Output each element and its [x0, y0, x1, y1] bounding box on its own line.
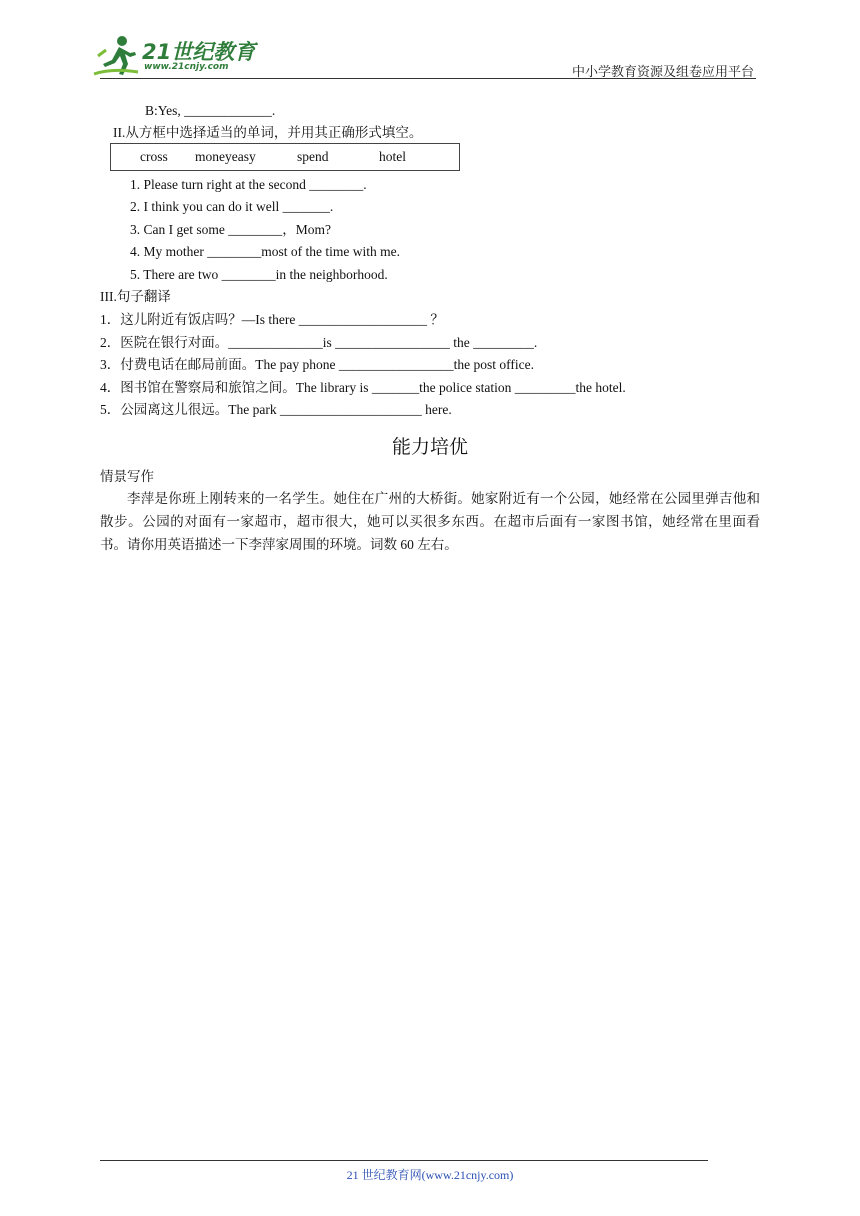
logo-text: 21世纪教育 — [142, 40, 256, 64]
writing-subtitle: 情景写作 — [100, 469, 154, 484]
translation-item: 2．医院在银行对面。______________is _________________ the _________. — [100, 335, 538, 350]
ability-section-title: 能力培优 — [391, 437, 468, 458]
footer-text: 21 世纪教育网(www.21cnjy.com) — [346, 1168, 514, 1182]
logo-url: www.21cnjy.com — [144, 62, 229, 72]
translation-item: 4．图书馆在警察局和旅馆之间。The library is _______the police station _________the hotel. — [100, 380, 626, 395]
header-divider — [100, 78, 756, 79]
translation-item: 3．付费电话在邮局前面。The pay phone _________________the post office. — [100, 357, 534, 372]
word-option: hotel — [379, 149, 406, 164]
word-option: moneyeasy — [195, 149, 256, 164]
word-option: cross — [140, 149, 168, 164]
fill-blank-item: 2. I think you can do it well _______. — [130, 199, 334, 214]
writing-prompt: 李萍是你班上刚转来的一名学生。她住在广州的大桥街。她家附近有一个公园，她经常在公园里弹吉他和散步。公园的对面有一家超市，超市很大，她可以买很多东西。在超市后面有一家图书馆，她经常在里面看书。请你用英语描述一下李萍家周围的环境。词数 60 左右。 — [100, 491, 760, 552]
word-option: spend — [297, 149, 329, 164]
page-header — [0, 0, 860, 85]
platform-title: 中小学教育资源及组卷应用平台 — [571, 64, 754, 79]
footer-divider — [100, 1160, 708, 1161]
part2-title: II.从方框中选择适当的单词，并用其正确形式填空。 — [113, 125, 423, 140]
translation-item: 1．这儿附近有饭店吗？—Is there ___________________ ？ — [100, 312, 444, 327]
fill-blank-item: 5. There are two ________in the neighborhood. — [130, 267, 388, 282]
logo — [92, 34, 262, 78]
fill-blank-item: 3. Can I get some ________，Mom? — [130, 222, 331, 237]
fill-blank-item: 1. Please turn right at the second ________. — [130, 177, 367, 192]
fill-blank-item: 4. My mother ________most of the time with me. — [130, 244, 400, 259]
translation-item: 5．公园离这儿很远。The park _____________________ here. — [100, 402, 452, 417]
runner-logo-icon — [92, 34, 142, 78]
part3-title: III.句子翻译 — [100, 289, 171, 304]
previous-answer-line: B:Yes, _____________. — [145, 103, 276, 118]
word-box — [110, 143, 460, 171]
